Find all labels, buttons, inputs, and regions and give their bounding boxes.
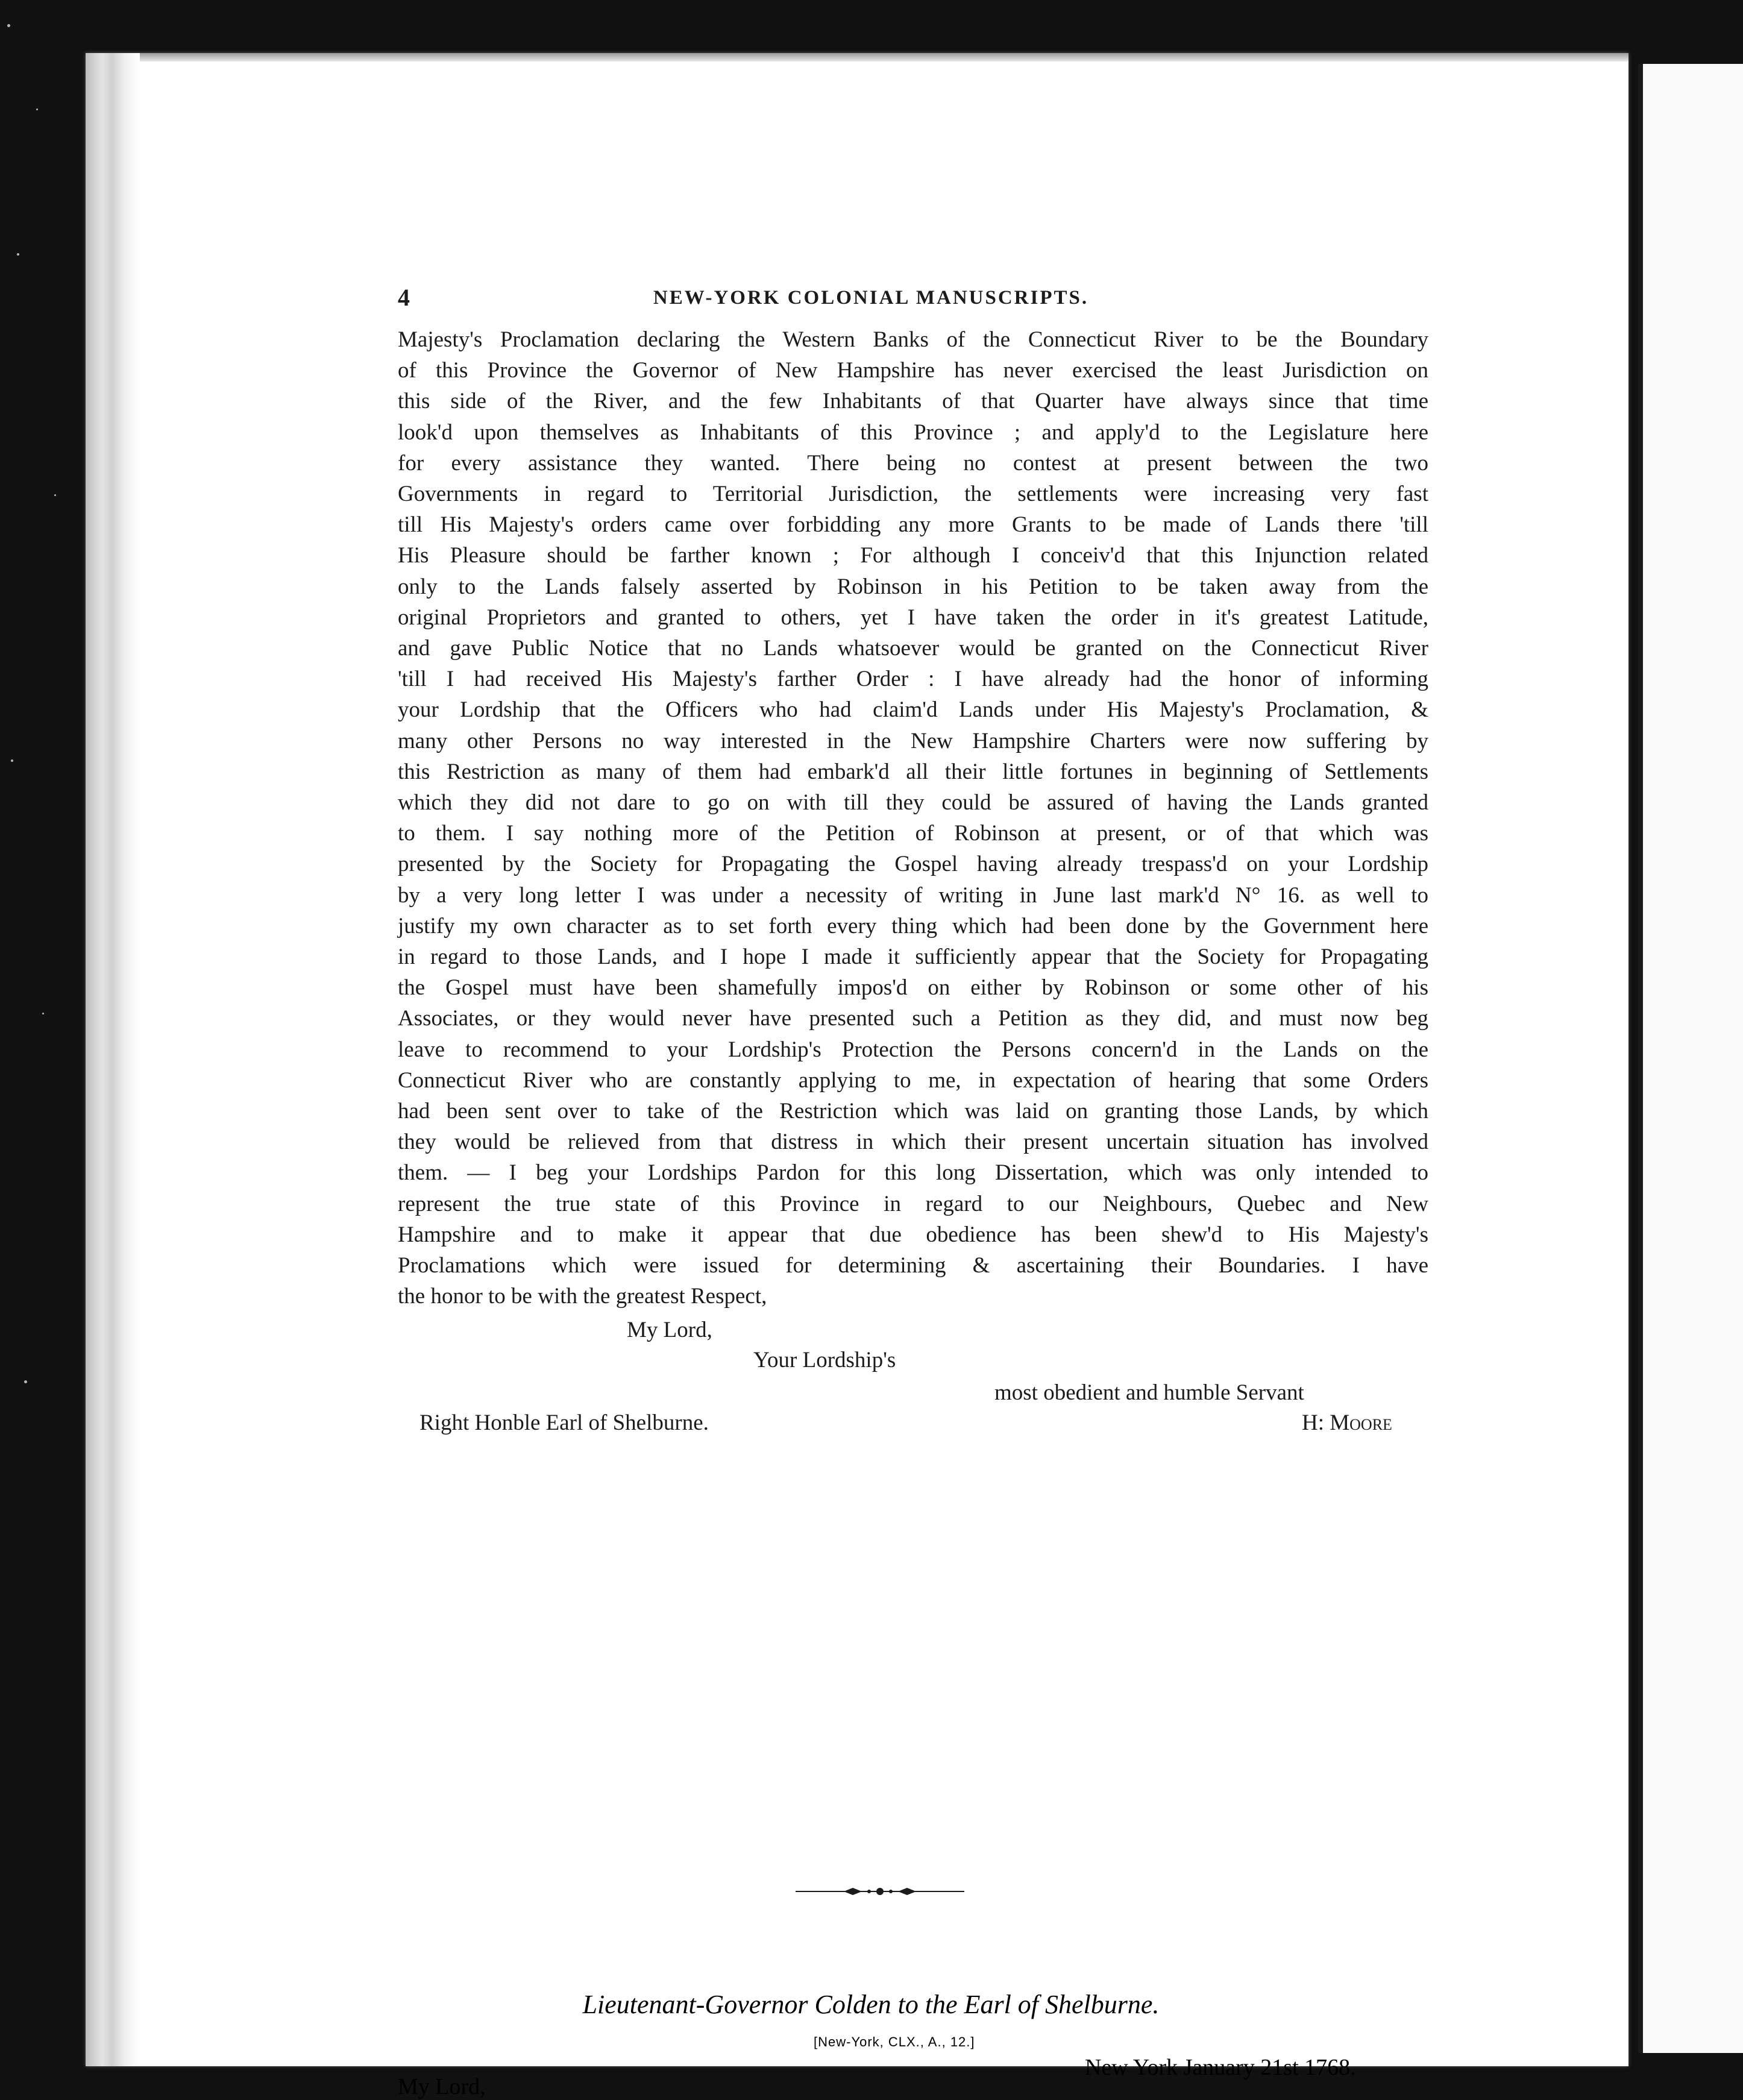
document-text xyxy=(313,283,1428,1451)
body-line: and gave Public Notice that no Lands whatsoever would be granted on the Connecticut River xyxy=(398,636,1428,661)
body-line: of this Province the Governor of New Hampshire has never exercised the least Jurisdiction on xyxy=(398,358,1428,383)
body-line: this Restriction as many of them had embark'd all their little fortunes in beginning of Settlements xyxy=(398,759,1428,784)
body-line: Hampshire and to make it appear that due obedience has been shew'd to His Majesty's xyxy=(398,1222,1428,1247)
page-gutter xyxy=(86,53,140,2066)
body-line: look'd upon themselves as Inhabitants of this Province ; and apply'd to the Legislature here xyxy=(398,420,1428,445)
closing-your-lordships: Your Lordship's xyxy=(753,1347,896,1372)
body-line: His Pleasure should be farther known ; For although I conceiv'd that this Injunction related xyxy=(398,543,1428,568)
body-line: in regard to those Lands, and I hope I made it sufficiently appear that the Society for Propagating xyxy=(398,945,1428,970)
body-line: the honor to be with the greatest Respect, xyxy=(398,1284,767,1309)
body-line: Associates, or they would never have presented such a Petition as they did, and must now beg xyxy=(398,1006,1428,1031)
body-line: had been sent over to take of the Restriction which was laid on granting those Lands, by which xyxy=(398,1099,1428,1124)
body-line: they would be relieved from that distress in which their present uncertain situation has involved xyxy=(398,1130,1428,1155)
section-divider-ornament xyxy=(796,1885,964,1897)
body-line: many other Persons no way interested in the New Hampshire Charters were now suffering by xyxy=(398,728,1428,753)
page-number: 4 xyxy=(398,284,412,311)
running-head: NEW-YORK COLONIAL MANUSCRIPTS. xyxy=(653,287,1089,309)
signature: H: Moore xyxy=(1302,1410,1392,1435)
adjacent-page-edge xyxy=(1638,64,1743,2053)
body-line: 'till I had received His Majesty's farther Order : I have already had the honor of informing xyxy=(398,667,1428,692)
body-line: justify my own character as to set forth every thing which had been done by the Government here xyxy=(398,913,1428,938)
closing-servant: most obedient and humble Servant xyxy=(994,1380,1304,1405)
letter-closing xyxy=(313,1312,1428,1451)
letter-date: New York January 21st 1768. xyxy=(1085,2055,1356,2080)
page-top-edge xyxy=(86,53,1628,61)
body-line: this side of the River, and the few Inhabitants of that Quarter have always since that time xyxy=(398,389,1428,414)
salutation: My Lord, xyxy=(398,2074,486,2099)
page-header xyxy=(313,283,1428,319)
closing-my-lord: My Lord, xyxy=(627,1317,712,1342)
letter-body xyxy=(313,324,1428,1312)
body-line: for every assistance they wanted. There being no contest at present between the two xyxy=(398,450,1428,476)
body-line: them. — I beg your Lordships Pardon for this long Dissertation, which was only intended to xyxy=(398,1160,1428,1186)
body-line: which they did not dare to go on with till they could be assured of having the Lands granted xyxy=(398,790,1428,816)
body-line: original Proprietors and granted to others, yet I have taken the order in it's greatest Latitude, xyxy=(398,605,1428,630)
body-line: presented by the Society for Propagating the Gospel having already trespass'd on your Lordship xyxy=(398,852,1428,877)
body-line: Governments in regard to Territorial Jurisdiction, the settlements were increasing very fast xyxy=(398,482,1428,507)
next-letter-title: Lieutenant-Governor Colden to the Earl of Shelburne. xyxy=(582,1990,1160,2019)
body-line: to them. I say nothing more of the Petition of Robinson at present, or of that which was xyxy=(398,821,1428,846)
body-line: Majesty's Proclamation declaring the Western Banks of the Connecticut River to be the Boundary xyxy=(398,327,1428,352)
body-line: till His Majesty's orders came over forbidding any more Grants to be made of Lands there 'till xyxy=(398,512,1428,538)
body-line: your Lordship that the Officers who had claim'd Lands under His Majesty's Proclamation, & xyxy=(398,697,1428,723)
body-line: Proclamations which were issued for determining & ascertaining their Boundaries. I have xyxy=(398,1253,1428,1278)
body-line: the Gospel must have been shamefully impos'd on either by Robinson or some other of his xyxy=(398,975,1428,1001)
manuscript-reference: [New-York, CLX., A., 12.] xyxy=(814,2034,975,2049)
body-line: only to the Lands falsely asserted by Robinson in his Petition to be taken away from the xyxy=(398,574,1428,599)
addressee: Right Honble Earl of Shelburne. xyxy=(419,1410,709,1435)
body-line: Connecticut River who are constantly applying to me, in expectation of hearing that some Orders xyxy=(398,1067,1428,1093)
body-line: leave to recommend to your Lordship's Protection the Persons concern'd in the Lands on the xyxy=(398,1037,1428,1062)
body-line: represent the true state of this Province in regard to our Neighbours, Quebec and New xyxy=(398,1191,1428,1216)
body-line: by a very long letter I was under a necessity of writing in June last mark'd N° 16. as well to xyxy=(398,882,1428,908)
